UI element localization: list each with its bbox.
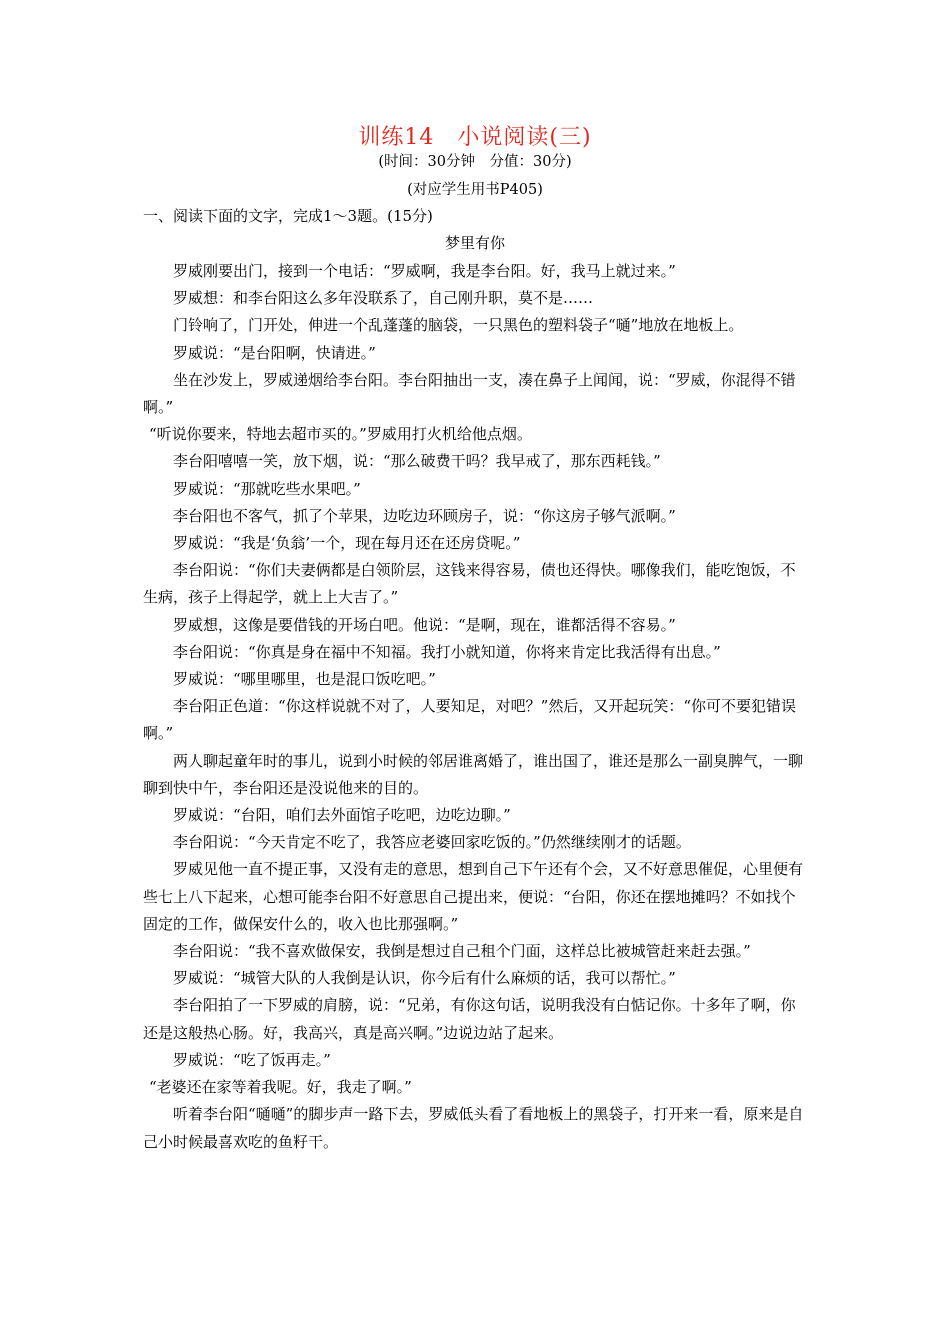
story-paragraph: 李台阳也不客气，抓了个苹果，边吃边环顾房子，说：“你这房子够气派啊。” xyxy=(173,506,676,525)
story-paragraph: 罗威说：“是台阳啊，快请进。” xyxy=(173,343,376,362)
book-reference: (对应学生用书P405) xyxy=(407,182,543,198)
story-paragraph: 罗威刚要出门，接到一个电话：“罗威啊，我是李台阳。好，我马上就过来。” xyxy=(173,262,676,280)
time-score-line: (时间：30分钟 分值：30分) xyxy=(378,154,572,170)
story-paragraph: 罗威说：“那就吃些水果吧。” xyxy=(173,479,361,498)
story-paragraph: 罗威想，这像是要借钱的开场白吧。他说：“是啊，现在，谁都活得不容易。” xyxy=(173,615,676,634)
story-paragraph: 罗威说：“吃了饭再走。” xyxy=(173,1050,331,1069)
story-paragraph: 坐在沙发上，罗威递烟给李台阳。李台阳抽出一支，凑在鼻子上闻闻，说：“罗威，你混得不错啊。” xyxy=(143,370,796,417)
story-body xyxy=(143,258,808,1156)
story-paragraph: 李台阳说：“你真是身在福中不知福。我打小就知道，你将来肯定比我活得有出息。” xyxy=(173,642,721,661)
story-title: 梦里有你 xyxy=(444,234,505,252)
story-paragraph: 李台阳说：“今天肯定不吃了，我答应老婆回家吃饭的。”仍然继续刚才的话题。 xyxy=(173,833,691,852)
story-paragraph: 两人聊起童年时的事儿，说到小时候的邻居谁离婚了，谁出国了，谁还是那么一副臭脾气，一聊聊到快中午，李台阳还是没说他来的目的。 xyxy=(143,751,804,797)
story-paragraph: “老婆还在家等着我呢。好，我走了啊。” xyxy=(149,1078,412,1097)
story-paragraph: 罗威说：“哪里哪里，也是混口饭吃吧。” xyxy=(173,670,436,689)
section-heading: 一、阅读下面的文字，完成1～3题。(15分) xyxy=(143,207,433,225)
story-paragraph: 李台阳说：“你们夫妻俩都是白领阶层，这钱来得容易，债也还得快。哪像我们，能吃饱饭，不生病，孩子上得起学，就上上大吉了。” xyxy=(143,561,796,607)
story-paragraph: 罗威见他一直不提正事，又没有走的意思，想到自己下午还有个会，又不好意思催促，心里便有些七上八下起来，心想可能李台阳不好意思自己提出来，便说：“台阳，你还在摆地摊吗？不如找个固定的工作，做保安什么的，收入也比那强啊。” xyxy=(143,860,804,933)
story-paragraph: 李台阳嘻嘻一笑，放下烟，说：“那么破费干吗？我早戒了，那东西耗钱。” xyxy=(173,452,661,471)
story-paragraph: 门铃响了，门开处，伸进一个乱蓬蓬的脑袋，一只黑色的塑料袋子“嗵”地放在地板上。 xyxy=(173,316,744,335)
story-paragraph: “听说你要来，特地去超市买的。”罗威用打火机给他点烟。 xyxy=(149,425,532,444)
story-paragraph: 李台阳说：“我不喜欢做保安，我倒是想过自己租个门面，这样总比被城管赶来赶去强。” xyxy=(173,942,751,961)
story-paragraph: 李台阳正色道：“你这样说就不对了，人要知足，对吧？”然后，又开起玩笑：“你可不要犯错误啊。” xyxy=(143,697,797,743)
story-paragraph: 听着李台阳“嗵嗵”的脚步声一路下去，罗威低头看了看地板上的黑袋子，打开来一看，原来是自己小时候最喜欢吃的鱼籽干。 xyxy=(143,1105,804,1151)
story-paragraph: 罗威想：和李台阳这么多年没联系了，自己刚升职，莫不是…… xyxy=(173,289,594,308)
story-paragraph: 罗威说：“台阳，咱们去外面馆子吃吧，边吃边聊。” xyxy=(173,806,511,825)
story-paragraph: 罗威说：“城管大队的人我倒是认识，你今后有什么麻烦的话，我可以帮忙。” xyxy=(173,969,676,988)
story-paragraph: 罗威说：“我是‘负翁’一个，现在每月还在还房贷呢。” xyxy=(173,534,521,553)
page-title: 训练14 小说阅读(三) xyxy=(358,125,592,150)
story-paragraph: 李台阳拍了一下罗威的肩膀，说：“兄弟，有你这句话，说明我没有白惦记你。十多年了啊，你还是这般热心肠。好，我高兴，真是高兴啊。”边说边站了起来。 xyxy=(143,996,796,1042)
